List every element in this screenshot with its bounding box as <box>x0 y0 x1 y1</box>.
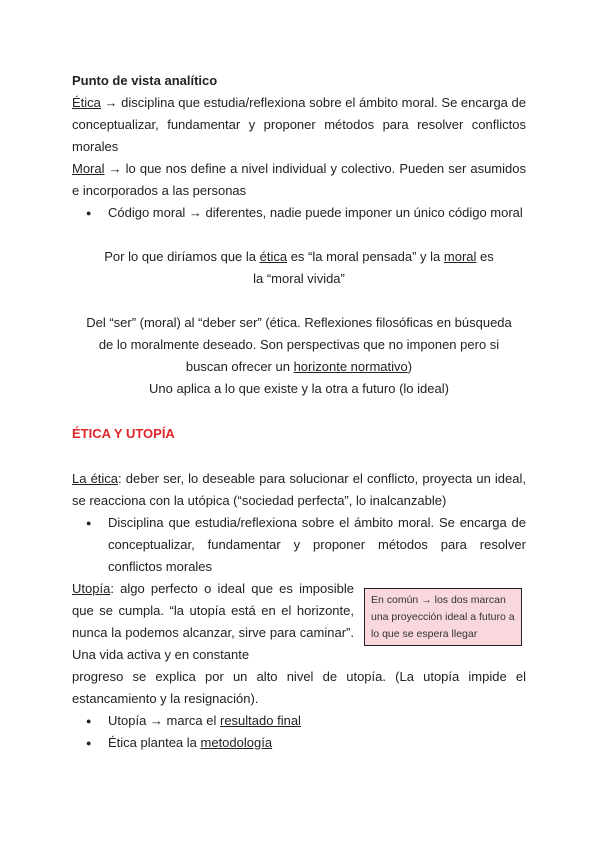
moral-term: Moral <box>72 161 105 176</box>
horizonte-normativo: horizonte normativo <box>293 359 408 374</box>
quote-etica-term: ética <box>259 249 288 264</box>
moral-definition <box>72 158 526 202</box>
section-title-utopia: ÉTICA Y UTOPÍA <box>72 426 175 441</box>
la-etica-definition <box>72 468 526 512</box>
ser-text-b: ) <box>407 359 413 374</box>
etica-def-text: → disciplina que estudia/reflexiona sobre el ámbito moral. Se encarga de conceptualizar, fundamentar y proponer métodos para resolver conflictos morales <box>72 95 526 154</box>
la-etica-term: La ética <box>72 471 119 486</box>
quote-moral-term: moral <box>443 249 477 264</box>
list-item: ● Código moral → diferentes, nadie puede imponer un único código moral <box>72 202 526 224</box>
quote-etica-moral <box>72 246 526 290</box>
quote-text-c: es la “moral vivida” <box>253 249 494 286</box>
ser-line-2: Uno aplica a lo que existe y la otra a futuro (lo ideal) <box>149 381 449 396</box>
ser-text-a: Del “ser” (moral) al “deber ser” (ética. Reflexiones filosóficas en búsqueda de lo moralmente deseado. Son perspectivas que no imponen pero si buscan ofrecer un <box>86 315 512 374</box>
moral-def-text: → lo que nos define a nivel individual y colectivo. Pueden ser asumidos e incorporados a las personas <box>72 161 526 198</box>
utopia-def-text: : algo perfecto o ideal que es imposible que se cumpla. “la utopía está en el horizonte, nunca la podemos alcanzar, sirve para caminar”. Una vida activa y en constante <box>72 581 354 662</box>
utopia-block <box>72 578 526 666</box>
list-item <box>72 732 526 754</box>
quote-text-b: es “la moral pensada” y la <box>287 249 444 264</box>
list-item: ● Disciplina que estudia/reflexiona sobre el ámbito moral. Se encarga de conceptualizar, fundamentar y proponer métodos para resolver conflictos morales <box>72 512 526 578</box>
bullet-text: Ética plantea la <box>108 735 201 750</box>
etica-term: Ética <box>72 95 101 110</box>
list-item <box>72 710 526 732</box>
utopia-term: Utopía <box>72 581 111 596</box>
ser-deber-ser-paragraph <box>72 312 526 378</box>
document-body <box>72 70 526 754</box>
bullet-list-1 <box>72 202 526 224</box>
comment-note-box: En común → los dos marcan una proyección ideal a futuro a lo que se espera llegar <box>364 588 522 646</box>
utopia-definition <box>72 578 354 666</box>
utopia-continuation: progreso se explica por un alto nivel de utopía. (La utopía impide el estancamiento y la resignación). <box>72 669 526 706</box>
bullet-text: Utopía → marca el <box>108 713 220 728</box>
bullet-list-2 <box>72 512 526 578</box>
metodologia: metodología <box>200 735 273 750</box>
quote-text-a: Por lo que diríamos que la <box>104 249 260 264</box>
etica-definition <box>72 92 526 158</box>
section-title-analitico: Punto de vista analítico <box>72 73 218 88</box>
bullet-list-3 <box>72 710 526 754</box>
la-etica-def-text: : deber ser, lo deseable para solucionar el conflicto, proyecta un ideal, se reacciona con la utópica (“sociedad perfecta”, lo inalcanzable) <box>72 471 526 508</box>
resultado-final: resultado final <box>220 713 301 728</box>
